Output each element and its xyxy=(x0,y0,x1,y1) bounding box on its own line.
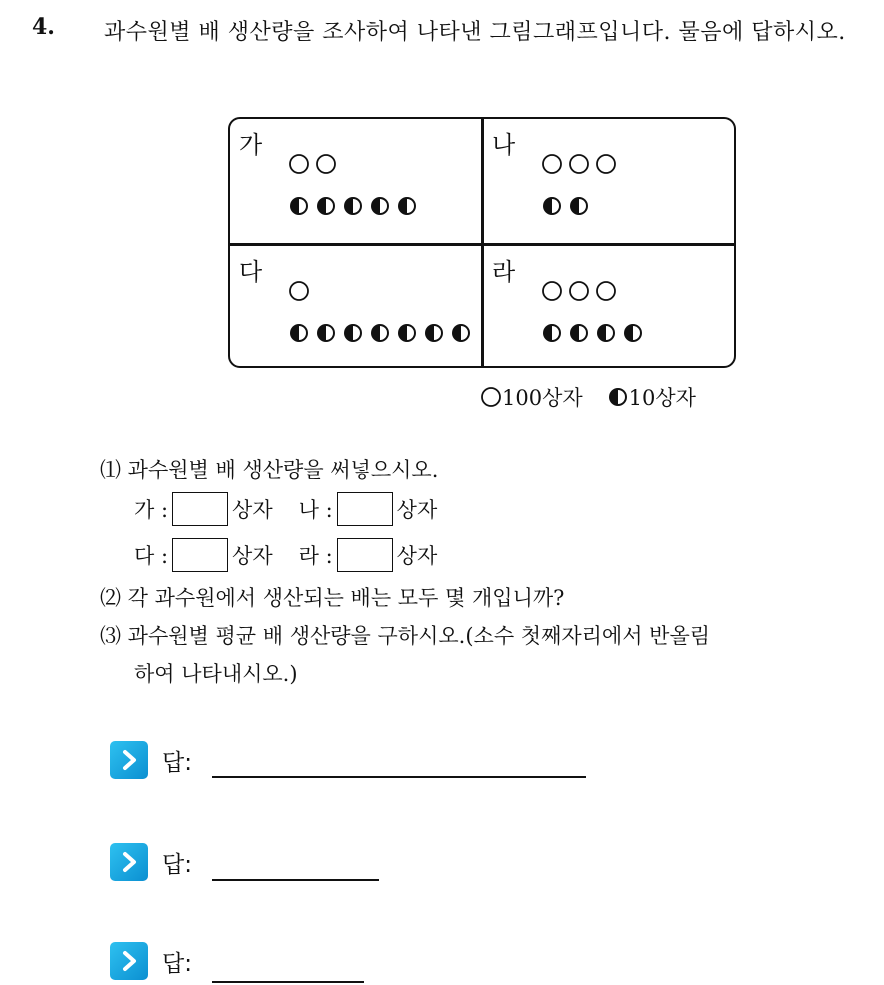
answer-label: 답: xyxy=(162,950,192,977)
fill-row-1 xyxy=(134,492,437,526)
ten-box-symbol-icon xyxy=(595,322,617,344)
ten-box-symbol-icon xyxy=(450,322,472,344)
answer-box-ga[interactable] xyxy=(172,492,228,526)
answer-line-3[interactable] xyxy=(212,981,364,983)
hundred-box-row xyxy=(288,153,337,175)
subquestion-1: ⑴ 과수원별 배 생산량을 써넣으시오. xyxy=(100,458,439,482)
hundred-box-symbol-icon xyxy=(541,153,563,175)
hundred-box-row xyxy=(288,280,310,302)
picture-graph xyxy=(228,117,736,368)
answer-label: 답: xyxy=(162,851,192,878)
hundred-box-symbol-icon xyxy=(568,153,590,175)
hundred-box-symbol-icon xyxy=(288,153,310,175)
ten-box-symbol-icon xyxy=(568,195,590,217)
answer-line-1[interactable] xyxy=(212,776,586,778)
question-number: 4. xyxy=(32,14,55,40)
subquestion-3: ⑶ 과수원별 평균 배 생산량을 구하시오.(소수 첫째자리에서 반올림 xyxy=(100,624,711,648)
orchard-cell-ra xyxy=(483,246,733,369)
answer-line-2[interactable] xyxy=(212,879,379,881)
question-text: 과수원별 배 생산량을 조사하여 나타낸 그림그래프입니다. 물음에 답하시오. xyxy=(104,20,846,45)
answer-box-na[interactable] xyxy=(337,492,393,526)
chevron-right-icon xyxy=(110,843,148,881)
ten-box-symbol-icon xyxy=(288,322,310,344)
ten-box-symbol-icon xyxy=(288,195,310,217)
answer-row-1 xyxy=(110,741,192,779)
answer-box-ra[interactable] xyxy=(337,538,393,572)
ten-box-symbol-icon xyxy=(396,195,418,217)
hundred-box-row xyxy=(541,153,617,175)
hundred-box-symbol-icon xyxy=(288,280,310,302)
orchard-label: 가 xyxy=(239,131,263,159)
fill-row-2 xyxy=(134,538,437,572)
fill-unit: 상자 xyxy=(396,498,438,522)
chevron-right-icon xyxy=(110,741,148,779)
ten-box-symbol-icon xyxy=(541,195,563,217)
ten-box-symbol-icon xyxy=(568,322,590,344)
orchard-cell-na xyxy=(483,119,733,242)
ten-box-symbol-icon xyxy=(622,322,644,344)
ten-box-symbol-icon xyxy=(369,322,391,344)
ten-box-symbol-icon xyxy=(396,322,418,344)
hundred-box-row xyxy=(541,280,617,302)
answer-label: 답: xyxy=(162,749,192,776)
ten-box-symbol-icon xyxy=(607,386,629,408)
legend-small-unit: 10상자 xyxy=(628,386,696,410)
graph-legend xyxy=(480,382,696,412)
hundred-box-symbol-icon xyxy=(595,280,617,302)
fill-label-da: 다 : xyxy=(134,544,169,568)
ten-box-row xyxy=(288,322,472,344)
fill-label-na: 나 : xyxy=(298,498,333,522)
hundred-box-symbol-icon xyxy=(595,153,617,175)
ten-box-symbol-icon xyxy=(342,322,364,344)
ten-box-symbol-icon xyxy=(315,195,337,217)
fill-label-ga: 가 : xyxy=(134,498,169,522)
answer-row-2 xyxy=(110,843,192,881)
ten-box-row xyxy=(288,195,418,217)
hundred-box-symbol-icon xyxy=(315,153,337,175)
orchard-cell-da xyxy=(230,246,480,369)
legend-big-unit: 100상자 xyxy=(502,386,583,410)
ten-box-row xyxy=(541,195,590,217)
ten-box-symbol-icon xyxy=(342,195,364,217)
subquestion-3-continued: 하여 나타내시오.) xyxy=(134,662,298,686)
answer-box-da[interactable] xyxy=(172,538,228,572)
hundred-box-symbol-icon xyxy=(541,280,563,302)
fill-label-ra: 라 : xyxy=(298,544,333,568)
hundred-box-symbol-icon xyxy=(480,386,502,408)
chevron-right-icon xyxy=(110,942,148,980)
orchard-label: 라 xyxy=(492,258,516,286)
fill-unit: 상자 xyxy=(232,544,273,568)
orchard-label: 나 xyxy=(492,131,516,159)
ten-box-symbol-icon xyxy=(369,195,391,217)
fill-unit: 상자 xyxy=(232,498,273,522)
orchard-cell-ga xyxy=(230,119,480,242)
ten-box-symbol-icon xyxy=(423,322,445,344)
fill-unit: 상자 xyxy=(396,544,438,568)
subquestion-2: ⑵ 각 과수원에서 생산되는 배는 모두 몇 개입니까? xyxy=(100,586,565,610)
answer-row-3 xyxy=(110,942,192,980)
ten-box-row xyxy=(541,322,644,344)
orchard-label: 다 xyxy=(239,258,263,286)
ten-box-symbol-icon xyxy=(315,322,337,344)
ten-box-symbol-icon xyxy=(541,322,563,344)
hundred-box-symbol-icon xyxy=(568,280,590,302)
